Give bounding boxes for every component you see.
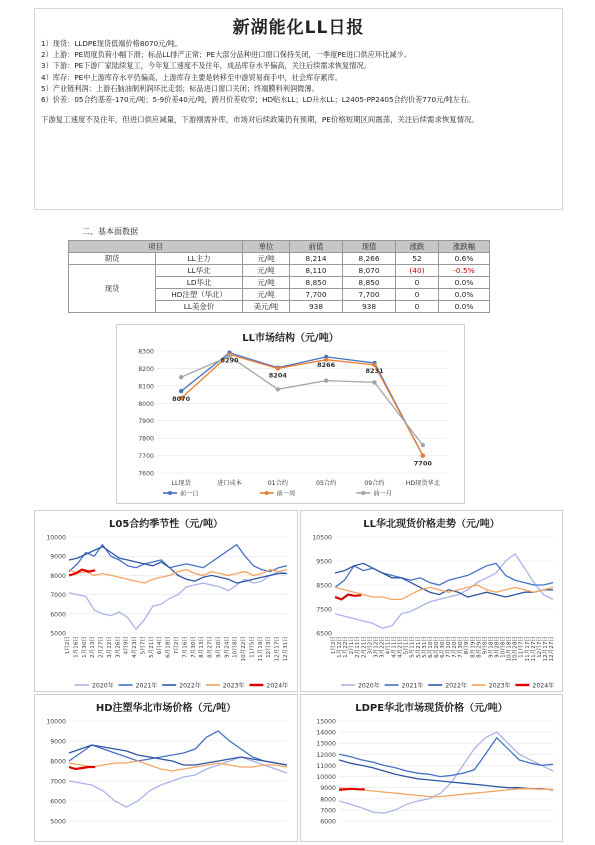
ll-north-spot-svg: [301, 511, 562, 691]
table-cell-prev: 938: [290, 301, 343, 313]
report-summary: 下游复工速度不及往年，但进口供应减量，下游刚需补库，市场对后续政策仍有预期，PE价格短期区间震荡，关注后续需求恢复情况。: [41, 115, 479, 125]
x-tick-label: 9月10日: [215, 636, 222, 658]
data-point: [421, 443, 425, 447]
x-tick-label: 5月31日: [421, 636, 428, 658]
hd-injection-chart: [34, 694, 298, 842]
x-tick-label: 5月21日: [148, 636, 155, 658]
y-tick-label: 7700: [138, 453, 154, 461]
report-point: 4）库存：PE中上游库存水平仍偏高，上游库存主要是转移至中游贸易商手中，社会库存累库。: [41, 72, 342, 82]
table-cell-unit: 元/吨: [243, 277, 290, 289]
x-tick-label: 进口成本: [217, 480, 242, 487]
y-tick-label: 14000: [316, 729, 336, 737]
x-tick-label: 12月17日: [542, 636, 549, 662]
table-cell-prev: 8,850: [290, 277, 343, 289]
data-point: [179, 375, 183, 379]
x-tick-label: 8月9日: [464, 636, 471, 655]
table-cell-chg: 0: [396, 289, 439, 301]
l05-seasonal-chart: [34, 510, 298, 692]
x-tick-label: 10月18日: [506, 636, 513, 662]
x-tick-label: 4月11日: [391, 636, 398, 658]
legend-marker: [168, 491, 172, 495]
table-cell-pct: -0.5%: [439, 265, 490, 277]
series-line: [69, 767, 95, 769]
x-tick-label: 1月16日: [73, 636, 80, 658]
series-line: [181, 356, 423, 445]
section-title: 二、基本面数据: [82, 227, 138, 236]
y-tick-label: 6000: [320, 818, 336, 826]
data-label: 8266: [317, 360, 336, 369]
chart-title: LDPE华北市场现货价格（元/吨）: [355, 703, 508, 714]
table-cell-cur: 938: [343, 301, 396, 313]
x-tick-label: 12月3日: [266, 636, 273, 658]
report-point: 6）价差：05合约基差-170元/吨；5-9价差40元/吨，跨月价差收窄；HD贴水LL；LD升水LL；L2405-PP2405合约价差770元/吨左右。: [41, 95, 475, 105]
data-label: 8070: [172, 395, 191, 404]
table-cell-unit: 元/吨: [243, 265, 290, 277]
y-tick-label: 7000: [50, 778, 66, 786]
y-tick-label: 7000: [50, 592, 66, 600]
table-cell-unit: 美元/吨: [243, 301, 290, 313]
table-cell-pct: 0.6%: [439, 253, 490, 265]
series-line: [69, 757, 287, 807]
series-line: [339, 789, 365, 790]
legend-label: 2020年: [92, 682, 114, 690]
legend-label: 前一月: [373, 490, 392, 498]
ldpe-north-chart: [300, 694, 563, 842]
x-tick-label: 8月29日: [476, 636, 483, 658]
y-tick-label: 5000: [50, 630, 66, 638]
x-tick-label: 1月30日: [81, 636, 88, 658]
x-tick-label: 1月2日: [65, 636, 71, 655]
x-tick-label: 4月9日: [123, 636, 130, 655]
series-line: [335, 595, 361, 600]
x-tick-label: 6月18日: [165, 636, 172, 658]
x-tick-label: 7月30日: [458, 636, 465, 658]
legend-label: 2021年: [135, 682, 158, 690]
x-tick-label: 5月11日: [409, 636, 416, 658]
x-tick-label: 7月16日: [182, 636, 189, 658]
hd-injection-svg: [35, 695, 297, 841]
table-header: 单位: [243, 241, 290, 253]
x-tick-label: 3月12日: [106, 636, 113, 658]
report-point: 5）产业链利润：上游石脑油制利润环比走弱；标品进口窗口关闭；终端膜料利润微薄。: [41, 83, 319, 93]
table-row: [69, 253, 490, 265]
x-tick-label: 11月27日: [530, 636, 537, 662]
x-tick-label: 3月2日: [367, 636, 374, 655]
x-tick-label: 10月22日: [241, 636, 248, 662]
x-tick-label: 1月22日: [343, 636, 350, 658]
x-tick-label: 4月23日: [132, 636, 139, 658]
x-tick-label: 3月26日: [115, 636, 122, 658]
chart-title: HD注塑华北市场价格（元/吨）: [95, 703, 237, 714]
series-line: [339, 738, 553, 777]
table-cell-item: LL主力: [156, 253, 243, 265]
x-tick-label: 2月21日: [361, 636, 368, 658]
x-tick-label: 9月8日: [482, 636, 489, 655]
table-cell-pct: 0.0%: [439, 289, 490, 301]
x-tick-label: 10月8日: [232, 636, 239, 658]
legend-label: 2024年: [532, 682, 555, 690]
legend-marker: [361, 491, 365, 495]
y-tick-label: 8000: [50, 572, 66, 580]
y-tick-label: 6000: [50, 611, 66, 619]
x-tick-label: 10月8日: [500, 636, 507, 658]
x-tick-label: 8月19日: [470, 636, 477, 658]
data-point: [276, 387, 280, 391]
x-tick-label: 4月21日: [397, 636, 404, 658]
data-point: [179, 389, 183, 393]
x-tick-label: 5月21日: [415, 636, 422, 658]
table-header: 涨跌幅: [439, 241, 490, 253]
table-row: [69, 265, 490, 277]
table-cell-pct: 0.0%: [439, 301, 490, 313]
y-tick-label: 9500: [316, 558, 332, 566]
y-tick-label: 6500: [316, 630, 332, 638]
x-tick-label: 8月13日: [199, 636, 206, 658]
y-tick-label: 13000: [316, 740, 336, 748]
table-cell-item: LL美金价: [156, 301, 243, 313]
x-tick-label: 8月27日: [207, 636, 214, 658]
data-label: 8290: [220, 356, 239, 365]
series-line: [335, 563, 553, 597]
y-tick-label: 8000: [138, 400, 154, 408]
x-tick-label: 12月31日: [283, 636, 289, 662]
y-tick-label: 8100: [138, 383, 154, 391]
y-tick-label: 10000: [46, 718, 66, 726]
ll-north-spot-chart: [300, 510, 563, 692]
legend-marker: [265, 491, 269, 495]
x-tick-label: 12月7日: [536, 636, 543, 658]
y-tick-label: 7000: [320, 807, 336, 815]
data-label: 8204: [268, 371, 287, 380]
legend-label: 2020年: [358, 682, 380, 690]
x-tick-label: 2月13日: [90, 636, 97, 658]
data-label: 8231: [365, 367, 384, 376]
x-tick-label: 7月20日: [452, 636, 459, 658]
x-tick-label: 3月12日: [373, 636, 380, 658]
table-cell-chg: 0: [396, 277, 439, 289]
table-header: 涨跌: [396, 241, 439, 253]
y-tick-label: 10500: [312, 534, 332, 542]
legend-label: 2024年: [266, 682, 289, 690]
market-structure-chart: [116, 324, 465, 504]
x-tick-label: 7月10日: [446, 636, 453, 658]
table-header: 现值: [343, 241, 396, 253]
fundamental-data-table: [68, 240, 490, 313]
y-tick-label: 9000: [50, 738, 66, 746]
series-line: [181, 355, 423, 456]
series-line: [335, 563, 553, 587]
x-tick-label: LL现货: [171, 480, 191, 487]
y-tick-label: 15000: [316, 718, 336, 726]
market-structure-svg: [117, 325, 464, 503]
table-cell-chg: 52: [396, 253, 439, 265]
y-tick-label: 8200: [138, 365, 154, 373]
ldpe-north-svg: [301, 695, 562, 841]
x-tick-label: HD现货华北: [405, 480, 440, 487]
y-tick-label: 7600: [138, 470, 154, 478]
table-cell-unit: 元/吨: [243, 253, 290, 265]
data-point: [276, 366, 280, 370]
x-tick-label: 7月30日: [190, 636, 197, 658]
report-title: 新湖能化LL日报: [232, 18, 365, 38]
y-tick-label: 10000: [46, 534, 66, 542]
x-tick-label: 09合约: [364, 480, 385, 487]
x-tick-label: 11月19日: [257, 636, 264, 662]
x-tick-label: 01合约: [267, 480, 288, 487]
x-tick-label: 4月1日: [385, 636, 392, 655]
y-tick-label: 8500: [316, 582, 332, 590]
y-tick-label: 9000: [320, 785, 336, 793]
y-tick-label: 8300: [138, 348, 154, 356]
series-line: [69, 572, 287, 630]
x-tick-label: 1月2日: [331, 636, 337, 655]
data-label: 7700: [413, 459, 432, 468]
table-cell-item: LD华北: [156, 277, 243, 289]
data-point: [324, 378, 328, 382]
x-tick-label: 6月10日: [427, 636, 434, 658]
y-tick-label: 9000: [50, 553, 66, 561]
y-tick-label: 7500: [316, 606, 332, 614]
y-tick-label: 8000: [50, 758, 66, 766]
table-cell-cur: 8,266: [343, 253, 396, 265]
chart-title: LL市场结构（元/吨）: [242, 333, 339, 344]
y-tick-label: 7800: [138, 435, 154, 443]
report-block: [34, 8, 563, 210]
table-header: 项目: [69, 241, 243, 253]
table-cell-prev: 8,214: [290, 253, 343, 265]
report-point: 2）上游：PE周度负荷小幅下滑；标品LL排产正常；PE大部分品种进口窗口保持关闭，一季度PE进口供应环比减少。: [41, 50, 411, 60]
x-tick-label: 3月22日: [379, 636, 386, 658]
x-tick-label: 9月24日: [224, 636, 231, 658]
x-tick-label: 12月17日: [274, 636, 281, 662]
table-cell-unit: 元/吨: [243, 289, 290, 301]
table-header: 前值: [290, 241, 343, 253]
legend-label: 2022年: [445, 682, 468, 690]
x-tick-label: 11月7日: [518, 636, 525, 658]
x-tick-label: 2月11日: [355, 636, 362, 658]
chart-title: L05合约季节性（元/吨）: [109, 519, 223, 530]
x-tick-label: 5月7日: [140, 636, 147, 655]
report-point: 3）下游：PE下游厂家陆续复工，今年复工速度不及往年，成品库存水平偏高，关注后续需求恢复情况。: [41, 61, 371, 71]
x-tick-label: 7月2日: [174, 636, 180, 655]
y-tick-label: 11000: [316, 762, 336, 770]
x-tick-label: 05合约: [316, 480, 337, 487]
x-tick-label: 6月20日: [433, 636, 440, 658]
x-tick-label: 9月28日: [494, 636, 501, 658]
x-tick-label: 6月30日: [440, 636, 446, 658]
y-tick-label: 10000: [316, 774, 336, 782]
x-tick-label: 11月5日: [249, 636, 256, 658]
report-point: 1）现货：LLDPE现货低端价格8070元/吨。: [41, 39, 183, 48]
x-tick-label: 9月18日: [488, 636, 495, 658]
table-cell-prev: 7,700: [290, 289, 343, 301]
legend-label: 前一周: [276, 490, 296, 498]
chart-title: LL华北现货价格走势（元/吨）: [363, 519, 500, 530]
y-tick-label: 8000: [320, 796, 336, 804]
y-tick-label: 7900: [138, 418, 154, 426]
table-cell-cur: 7,700: [343, 289, 396, 301]
x-tick-label: 2月27日: [98, 636, 105, 658]
table-cell-chg: (40): [396, 265, 439, 277]
table-cell-cur: 8,850: [343, 277, 396, 289]
series-line: [339, 732, 553, 813]
y-tick-label: 12000: [316, 751, 336, 759]
table-cell-item: HD注塑（华北）: [156, 289, 243, 301]
data-point: [421, 453, 425, 457]
x-tick-label: 6月4日: [157, 636, 164, 655]
y-tick-label: 5000: [50, 818, 66, 826]
legend-label: 2021年: [401, 682, 424, 690]
series-line: [69, 570, 287, 584]
table-cell-group: 期货: [69, 253, 156, 265]
x-tick-label: 10月28日: [512, 636, 519, 662]
series-line: [69, 547, 287, 584]
table-cell-chg: 0: [396, 301, 439, 313]
table-cell-pct: 0.0%: [439, 277, 490, 289]
series-line: [339, 788, 553, 797]
legend-label: 2023年: [488, 682, 511, 690]
y-tick-label: 6000: [50, 798, 66, 806]
x-tick-label: 5月1日: [403, 636, 410, 655]
series-line: [339, 760, 553, 790]
table-cell-group: 现货: [69, 265, 156, 313]
x-tick-label: 11月17日: [524, 636, 531, 662]
table-cell-item: LL华北: [156, 265, 243, 277]
table-cell-prev: 8,110: [290, 265, 343, 277]
x-tick-label: 1月12日: [337, 636, 344, 658]
legend-label: 前一日: [180, 490, 199, 498]
x-tick-label: 2月1日: [349, 636, 356, 655]
x-tick-label: 12月27日: [549, 636, 555, 662]
legend-label: 2023年: [222, 682, 245, 690]
l05-seasonal-svg: [35, 511, 297, 691]
series-line: [69, 545, 287, 572]
table-cell-cur: 8,070: [343, 265, 396, 277]
data-point: [372, 380, 376, 384]
legend-label: 2022年: [179, 682, 202, 690]
